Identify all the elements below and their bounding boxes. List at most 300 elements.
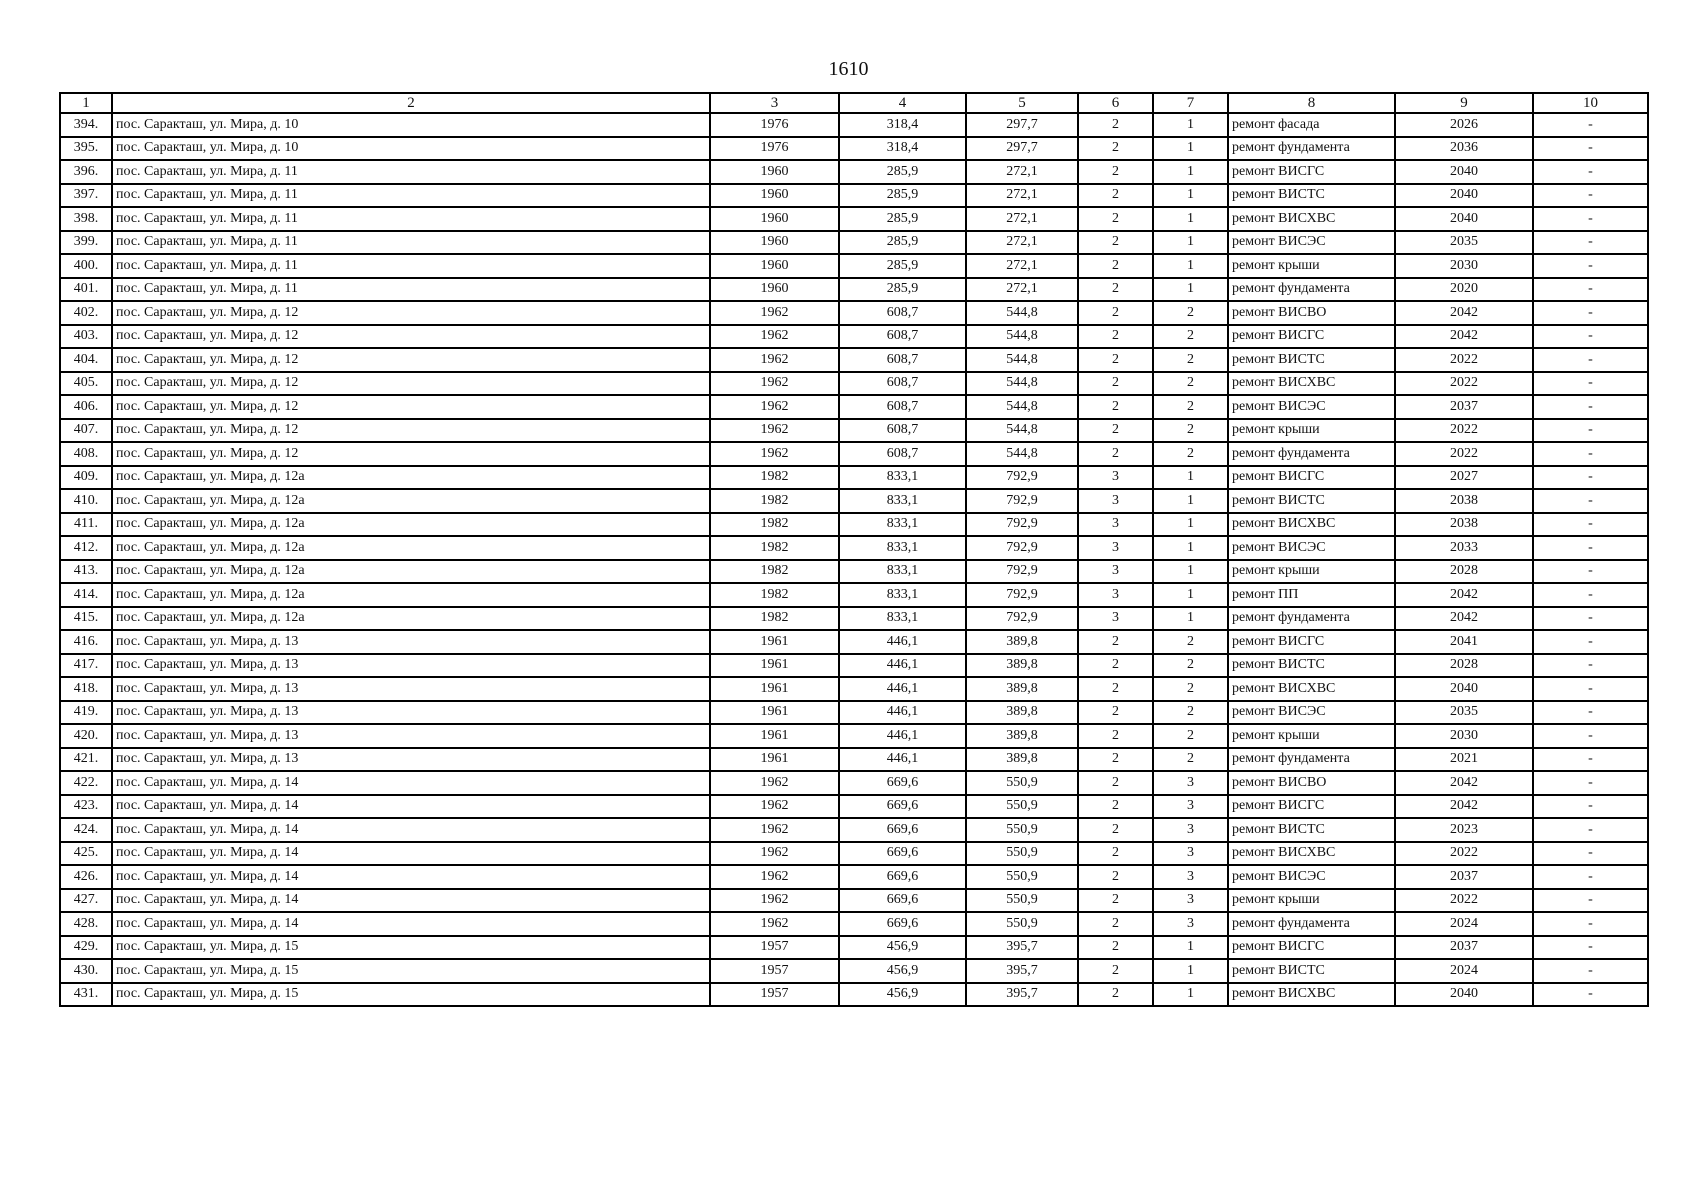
table-row [60,395,1648,419]
repair-type-cell: ремонт фундамента [1228,137,1395,161]
note-cell: - [1533,842,1648,866]
note-cell: - [1533,231,1648,255]
build-year-cell: 1962 [710,842,839,866]
floors-cell: 2 [1078,301,1153,325]
floors-cell: 2 [1078,936,1153,960]
total-area-cell: 833,1 [839,536,966,560]
floors-cell: 2 [1078,701,1153,725]
entrances-cell: 2 [1153,372,1228,396]
entrances-cell: 2 [1153,630,1228,654]
total-area-cell: 669,6 [839,889,966,913]
entrances-cell: 2 [1153,701,1228,725]
total-area-cell: 833,1 [839,489,966,513]
note-cell: - [1533,113,1648,137]
build-year-cell: 1982 [710,607,839,631]
living-area-cell: 550,9 [966,912,1078,936]
repair-type-cell: ремонт ВИСТС [1228,654,1395,678]
address-cell: пос. Саракташ, ул. Мира, д. 11 [112,207,710,231]
entrances-cell: 3 [1153,771,1228,795]
note-cell: - [1533,442,1648,466]
living-area-cell: 792,9 [966,607,1078,631]
build-year-cell: 1961 [710,748,839,772]
total-area-cell: 833,1 [839,607,966,631]
floors-cell: 3 [1078,607,1153,631]
repair-type-cell: ремонт фундамента [1228,607,1395,631]
total-area-cell: 608,7 [839,325,966,349]
floors-cell: 2 [1078,207,1153,231]
repair-year-cell: 2024 [1395,959,1533,983]
address-cell: пос. Саракташ, ул. Мира, д. 12а [112,489,710,513]
floors-cell: 3 [1078,583,1153,607]
row-number-cell: 397. [60,184,112,208]
total-area-cell: 318,4 [839,137,966,161]
floors-cell: 2 [1078,865,1153,889]
note-cell: - [1533,348,1648,372]
entrances-cell: 2 [1153,325,1228,349]
address-cell: пос. Саракташ, ул. Мира, д. 12а [112,560,710,584]
repair-type-cell: ремонт фундамента [1228,442,1395,466]
total-area-cell: 669,6 [839,771,966,795]
row-number-cell: 425. [60,842,112,866]
note-cell: - [1533,701,1648,725]
address-cell: пос. Саракташ, ул. Мира, д. 11 [112,278,710,302]
repair-schedule-table [59,92,1649,1007]
floors-cell: 3 [1078,513,1153,537]
address-cell: пос. Саракташ, ул. Мира, д. 11 [112,160,710,184]
total-area-cell: 669,6 [839,795,966,819]
living-area-cell: 389,8 [966,701,1078,725]
living-area-cell: 550,9 [966,842,1078,866]
note-cell: - [1533,513,1648,537]
table-row [60,278,1648,302]
total-area-cell: 833,1 [839,583,966,607]
entrances-cell: 1 [1153,513,1228,537]
floors-cell: 3 [1078,536,1153,560]
repair-type-cell: ремонт ВИСХВС [1228,207,1395,231]
note-cell: - [1533,466,1648,490]
total-area-cell: 608,7 [839,419,966,443]
entrances-cell: 1 [1153,160,1228,184]
entrances-cell: 1 [1153,254,1228,278]
address-cell: пос. Саракташ, ул. Мира, д. 12а [112,513,710,537]
note-cell: - [1533,560,1648,584]
floors-cell: 2 [1078,442,1153,466]
repair-year-cell: 2023 [1395,818,1533,842]
floors-cell: 2 [1078,724,1153,748]
table-row [60,865,1648,889]
note-cell: - [1533,372,1648,396]
living-area-cell: 544,8 [966,372,1078,396]
living-area-cell: 550,9 [966,818,1078,842]
row-number-cell: 412. [60,536,112,560]
entrances-cell: 1 [1153,207,1228,231]
build-year-cell: 1982 [710,466,839,490]
repair-year-cell: 2022 [1395,442,1533,466]
table-row [60,701,1648,725]
note-cell: - [1533,489,1648,513]
living-area-cell: 550,9 [966,795,1078,819]
repair-year-cell: 2038 [1395,489,1533,513]
repair-year-cell: 2037 [1395,865,1533,889]
repair-year-cell: 2030 [1395,254,1533,278]
living-area-cell: 792,9 [966,489,1078,513]
total-area-cell: 669,6 [839,912,966,936]
build-year-cell: 1962 [710,301,839,325]
total-area-cell: 285,9 [839,254,966,278]
note-cell: - [1533,630,1648,654]
living-area-cell: 544,8 [966,442,1078,466]
build-year-cell: 1962 [710,348,839,372]
row-number-cell: 426. [60,865,112,889]
row-number-cell: 399. [60,231,112,255]
table-row [60,254,1648,278]
table-header-row [60,93,1648,113]
row-number-cell: 428. [60,912,112,936]
repair-year-cell: 2037 [1395,395,1533,419]
repair-type-cell: ремонт ВИСХВС [1228,513,1395,537]
note-cell: - [1533,818,1648,842]
table-row [60,842,1648,866]
row-number-cell: 424. [60,818,112,842]
table-row [60,654,1648,678]
total-area-cell: 446,1 [839,677,966,701]
build-year-cell: 1982 [710,536,839,560]
living-area-cell: 272,1 [966,278,1078,302]
repair-type-cell: ремонт ВИСГС [1228,630,1395,654]
living-area-cell: 550,9 [966,889,1078,913]
repair-type-cell: ремонт ВИСХВС [1228,677,1395,701]
note-cell: - [1533,278,1648,302]
entrances-cell: 3 [1153,865,1228,889]
repair-type-cell: ремонт крыши [1228,724,1395,748]
entrances-cell: 3 [1153,795,1228,819]
build-year-cell: 1962 [710,912,839,936]
living-area-cell: 550,9 [966,771,1078,795]
build-year-cell: 1962 [710,325,839,349]
row-number-cell: 403. [60,325,112,349]
repair-year-cell: 2028 [1395,654,1533,678]
row-number-cell: 413. [60,560,112,584]
floors-cell: 2 [1078,889,1153,913]
address-cell: пос. Саракташ, ул. Мира, д. 12 [112,395,710,419]
table-row [60,912,1648,936]
build-year-cell: 1962 [710,865,839,889]
note-cell: - [1533,654,1648,678]
living-area-cell: 297,7 [966,113,1078,137]
repair-type-cell: ремонт фундамента [1228,912,1395,936]
note-cell: - [1533,748,1648,772]
column-header-4: 4 [839,93,966,113]
row-number-cell: 418. [60,677,112,701]
table-row [60,489,1648,513]
build-year-cell: 1961 [710,654,839,678]
entrances-cell: 2 [1153,348,1228,372]
total-area-cell: 446,1 [839,630,966,654]
note-cell: - [1533,301,1648,325]
entrances-cell: 3 [1153,912,1228,936]
column-header-8: 8 [1228,93,1395,113]
address-cell: пос. Саракташ, ул. Мира, д. 12а [112,536,710,560]
address-cell: пос. Саракташ, ул. Мира, д. 13 [112,677,710,701]
row-number-cell: 405. [60,372,112,396]
address-cell: пос. Саракташ, ул. Мира, д. 14 [112,865,710,889]
living-area-cell: 389,8 [966,654,1078,678]
row-number-cell: 415. [60,607,112,631]
floors-cell: 2 [1078,372,1153,396]
total-area-cell: 669,6 [839,865,966,889]
repair-year-cell: 2040 [1395,677,1533,701]
entrances-cell: 1 [1153,466,1228,490]
living-area-cell: 395,7 [966,959,1078,983]
living-area-cell: 297,7 [966,137,1078,161]
row-number-cell: 404. [60,348,112,372]
build-year-cell: 1960 [710,184,839,208]
total-area-cell: 669,6 [839,818,966,842]
floors-cell: 2 [1078,348,1153,372]
build-year-cell: 1961 [710,724,839,748]
build-year-cell: 1961 [710,701,839,725]
repair-year-cell: 2041 [1395,630,1533,654]
floors-cell: 2 [1078,818,1153,842]
address-cell: пос. Саракташ, ул. Мира, д. 13 [112,748,710,772]
repair-type-cell: ремонт ВИСХВС [1228,372,1395,396]
address-cell: пос. Саракташ, ул. Мира, д. 12а [112,607,710,631]
table-row [60,325,1648,349]
address-cell: пос. Саракташ, ул. Мира, д. 13 [112,701,710,725]
table-row [60,113,1648,137]
address-cell: пос. Саракташ, ул. Мира, д. 14 [112,842,710,866]
entrances-cell: 2 [1153,724,1228,748]
floors-cell: 2 [1078,842,1153,866]
repair-year-cell: 2022 [1395,842,1533,866]
floors-cell: 2 [1078,184,1153,208]
note-cell: - [1533,607,1648,631]
table-row [60,231,1648,255]
address-cell: пос. Саракташ, ул. Мира, д. 14 [112,771,710,795]
repair-type-cell: ремонт ВИСТС [1228,184,1395,208]
living-area-cell: 272,1 [966,207,1078,231]
living-area-cell: 395,7 [966,983,1078,1007]
total-area-cell: 285,9 [839,160,966,184]
repair-type-cell: ремонт ВИСВО [1228,301,1395,325]
note-cell: - [1533,325,1648,349]
floors-cell: 2 [1078,959,1153,983]
living-area-cell: 544,8 [966,301,1078,325]
table-row [60,207,1648,231]
column-header-3: 3 [710,93,839,113]
total-area-cell: 608,7 [839,395,966,419]
address-cell: пос. Саракташ, ул. Мира, д. 12 [112,325,710,349]
table-row [60,466,1648,490]
table-row [60,771,1648,795]
note-cell: - [1533,419,1648,443]
build-year-cell: 1962 [710,771,839,795]
entrances-cell: 1 [1153,607,1228,631]
repair-type-cell: ремонт ВИСТС [1228,489,1395,513]
repair-type-cell: ремонт ВИСЭС [1228,536,1395,560]
entrances-cell: 1 [1153,560,1228,584]
entrances-cell: 2 [1153,677,1228,701]
row-number-cell: 430. [60,959,112,983]
repair-year-cell: 2027 [1395,466,1533,490]
address-cell: пос. Саракташ, ул. Мира, д. 11 [112,254,710,278]
floors-cell: 2 [1078,795,1153,819]
note-cell: - [1533,583,1648,607]
repair-type-cell: ремонт ВИСГС [1228,936,1395,960]
total-area-cell: 608,7 [839,372,966,396]
total-area-cell: 318,4 [839,113,966,137]
table-row [60,184,1648,208]
repair-year-cell: 2042 [1395,325,1533,349]
floors-cell: 2 [1078,654,1153,678]
total-area-cell: 456,9 [839,959,966,983]
row-number-cell: 414. [60,583,112,607]
row-number-cell: 401. [60,278,112,302]
build-year-cell: 1957 [710,936,839,960]
total-area-cell: 285,9 [839,278,966,302]
floors-cell: 2 [1078,912,1153,936]
floors-cell: 2 [1078,630,1153,654]
repair-type-cell: ремонт ВИСТС [1228,348,1395,372]
repair-year-cell: 2035 [1395,231,1533,255]
note-cell: - [1533,983,1648,1007]
address-cell: пос. Саракташ, ул. Мира, д. 13 [112,630,710,654]
address-cell: пос. Саракташ, ул. Мира, д. 11 [112,184,710,208]
floors-cell: 2 [1078,748,1153,772]
page-number: 1610 [828,58,869,80]
table-row [60,560,1648,584]
column-header-6: 6 [1078,93,1153,113]
total-area-cell: 456,9 [839,983,966,1007]
entrances-cell: 1 [1153,278,1228,302]
repair-year-cell: 2042 [1395,301,1533,325]
build-year-cell: 1976 [710,113,839,137]
address-cell: пос. Саракташ, ул. Мира, д. 15 [112,936,710,960]
repair-type-cell: ремонт крыши [1228,889,1395,913]
total-area-cell: 608,7 [839,348,966,372]
build-year-cell: 1962 [710,395,839,419]
repair-type-cell: ремонт ВИСГС [1228,795,1395,819]
entrances-cell: 1 [1153,113,1228,137]
table-row [60,748,1648,772]
repair-type-cell: ремонт ПП [1228,583,1395,607]
entrances-cell: 1 [1153,231,1228,255]
table-row [60,607,1648,631]
living-area-cell: 792,9 [966,560,1078,584]
entrances-cell: 2 [1153,395,1228,419]
note-cell: - [1533,889,1648,913]
table-body [60,113,1648,1006]
entrances-cell: 3 [1153,818,1228,842]
row-number-cell: 408. [60,442,112,466]
repair-type-cell: ремонт ВИСВО [1228,771,1395,795]
entrances-cell: 2 [1153,301,1228,325]
build-year-cell: 1962 [710,442,839,466]
row-number-cell: 410. [60,489,112,513]
row-number-cell: 416. [60,630,112,654]
row-number-cell: 429. [60,936,112,960]
total-area-cell: 833,1 [839,560,966,584]
row-number-cell: 396. [60,160,112,184]
table-row [60,983,1648,1007]
living-area-cell: 544,8 [966,395,1078,419]
table-row [60,889,1648,913]
repair-year-cell: 2020 [1395,278,1533,302]
table-row [60,160,1648,184]
build-year-cell: 1982 [710,513,839,537]
address-cell: пос. Саракташ, ул. Мира, д. 15 [112,983,710,1007]
living-area-cell: 272,1 [966,160,1078,184]
total-area-cell: 285,9 [839,207,966,231]
address-cell: пос. Саракташ, ул. Мира, д. 10 [112,113,710,137]
total-area-cell: 608,7 [839,442,966,466]
address-cell: пос. Саракташ, ул. Мира, д. 12 [112,419,710,443]
row-number-cell: 431. [60,983,112,1007]
table-row [60,372,1648,396]
table-row [60,513,1648,537]
row-number-cell: 422. [60,771,112,795]
repair-year-cell: 2022 [1395,419,1533,443]
total-area-cell: 456,9 [839,936,966,960]
repair-type-cell: ремонт ВИСГС [1228,325,1395,349]
table-row [60,419,1648,443]
repair-type-cell: ремонт фундамента [1228,278,1395,302]
floors-cell: 2 [1078,677,1153,701]
column-header-2: 2 [112,93,710,113]
address-cell: пос. Саракташ, ул. Мира, д. 11 [112,231,710,255]
row-number-cell: 420. [60,724,112,748]
living-area-cell: 272,1 [966,254,1078,278]
repair-year-cell: 2042 [1395,771,1533,795]
repair-year-cell: 2022 [1395,372,1533,396]
total-area-cell: 285,9 [839,184,966,208]
living-area-cell: 792,9 [966,466,1078,490]
floors-cell: 2 [1078,254,1153,278]
repair-year-cell: 2024 [1395,912,1533,936]
total-area-cell: 669,6 [839,842,966,866]
repair-year-cell: 2042 [1395,583,1533,607]
floors-cell: 2 [1078,137,1153,161]
table-row [60,442,1648,466]
repair-year-cell: 2022 [1395,889,1533,913]
build-year-cell: 1962 [710,818,839,842]
living-area-cell: 792,9 [966,536,1078,560]
living-area-cell: 544,8 [966,419,1078,443]
repair-year-cell: 2033 [1395,536,1533,560]
build-year-cell: 1960 [710,207,839,231]
build-year-cell: 1962 [710,419,839,443]
note-cell: - [1533,395,1648,419]
living-area-cell: 389,8 [966,630,1078,654]
build-year-cell: 1982 [710,583,839,607]
repair-type-cell: ремонт крыши [1228,419,1395,443]
entrances-cell: 1 [1153,583,1228,607]
repair-year-cell: 2022 [1395,348,1533,372]
repair-year-cell: 2028 [1395,560,1533,584]
table-row [60,724,1648,748]
build-year-cell: 1962 [710,372,839,396]
table-row [60,583,1648,607]
note-cell: - [1533,959,1648,983]
living-area-cell: 395,7 [966,936,1078,960]
row-number-cell: 400. [60,254,112,278]
table-row [60,795,1648,819]
column-header-7: 7 [1153,93,1228,113]
living-area-cell: 389,8 [966,724,1078,748]
row-number-cell: 421. [60,748,112,772]
address-cell: пос. Саракташ, ул. Мира, д. 14 [112,818,710,842]
repair-year-cell: 2040 [1395,207,1533,231]
